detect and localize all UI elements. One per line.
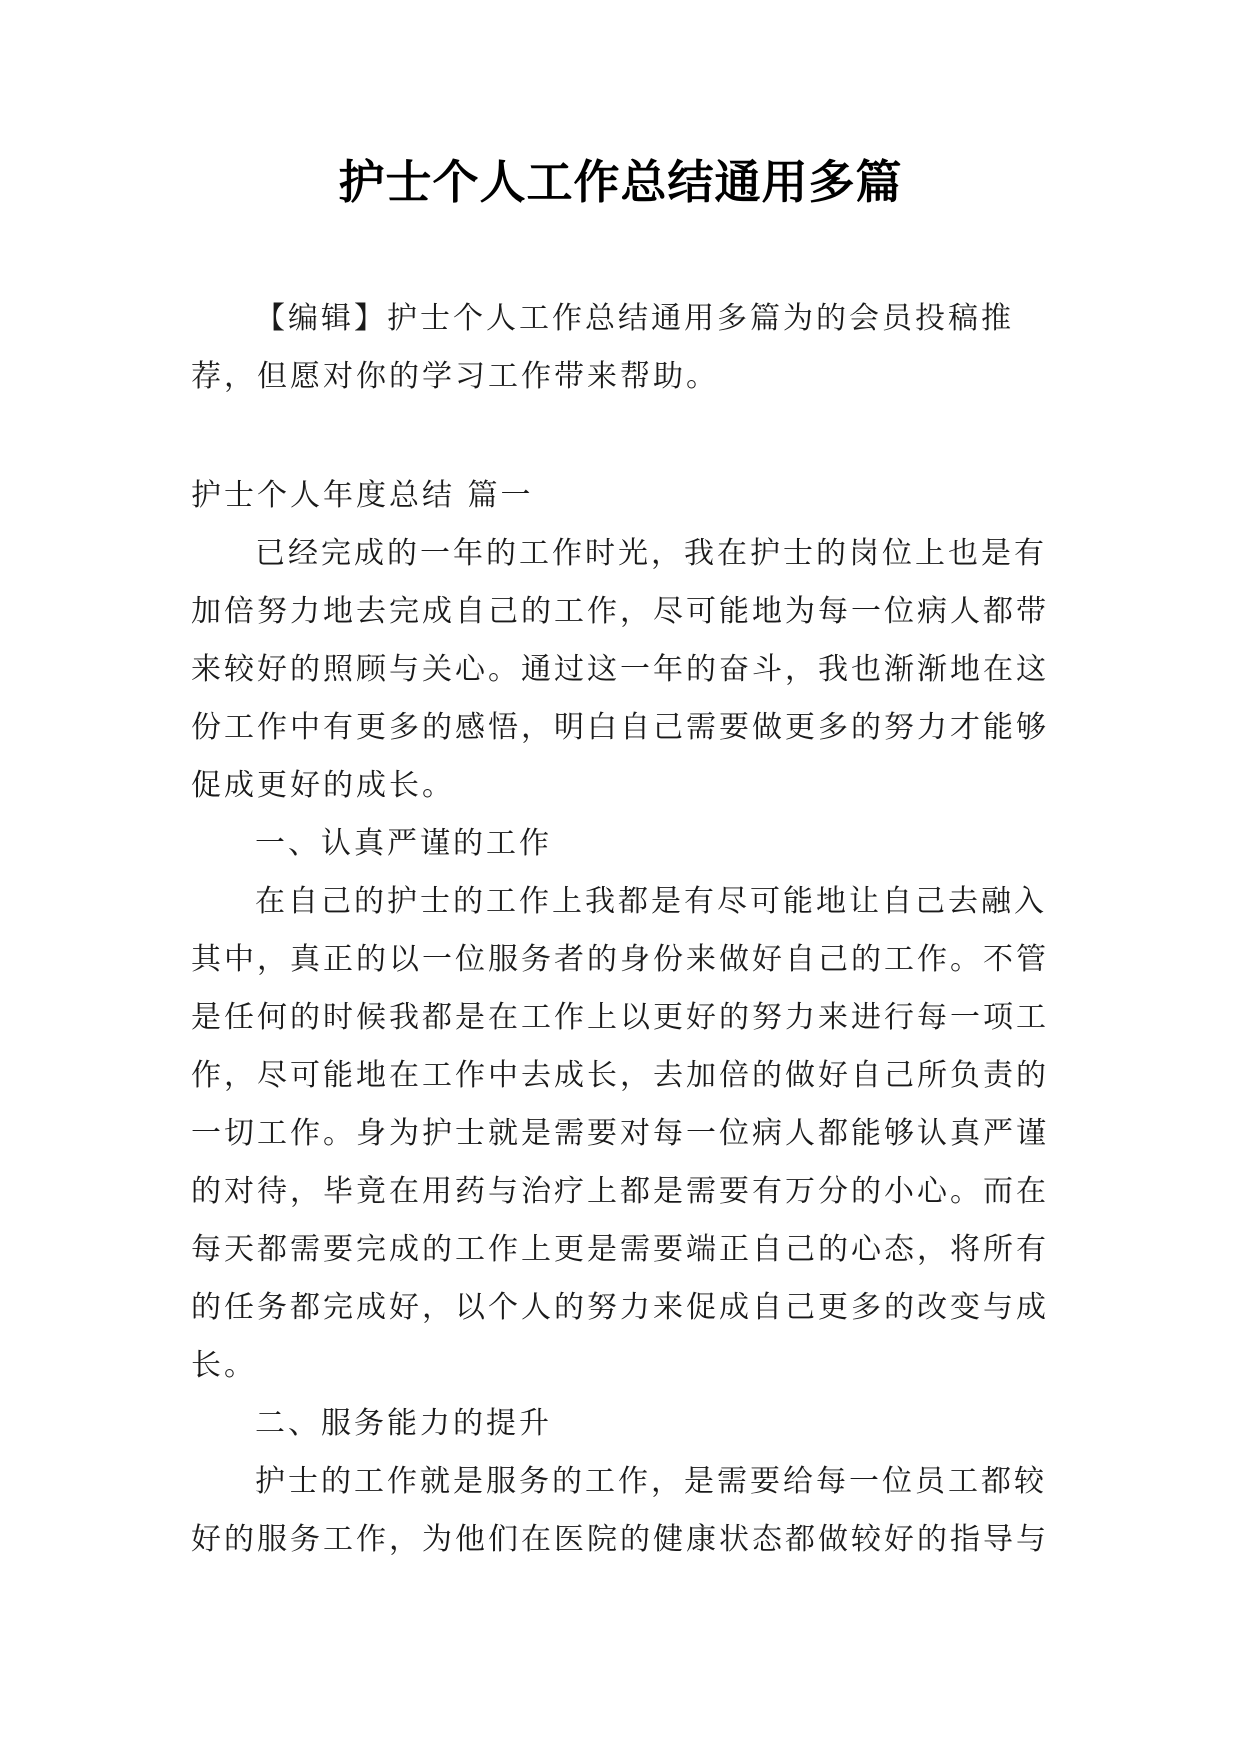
section-heading: 一、认真严谨的工作 <box>255 826 552 861</box>
body-paragraph: 已经完成的一年的工作时光，我在护士的岗位上也是有加倍努力地去完成自己的工作，尽可能地为每一位病人都带来较好的照顾与关心。通过这一年的奋斗，我也渐渐地在这份工作中有更多的感悟，明白自己需要做更多的努力才能够促成更好的成长。 <box>191 536 1049 803</box>
document-body <box>191 467 1061 1569</box>
body-paragraph: 在自己的护士的工作上我都是有尽可能地让自己去融入其中，真正的以一位服务者的身份来做好自己的工作。不管是任何的时候我都是在工作上以更好的努力来进行每一项工作，尽可能地在工作中去成长，去加倍的做好自己所负责的一切工作。身为护士就是需要对每一位病人都能够认真严谨的对待，毕竟在用药与治疗上都是需要有万分的小心。而在每天都需要完成的工作上更是需要端正自己的心态，将所有的任务都完成好，以个人的努力来促成自己更多的改变与成长。 <box>191 884 1049 1383</box>
document-title: 护士个人工作总结通用多篇 <box>338 155 903 209</box>
section-label: 护士个人年度总结 篇一 <box>191 478 534 513</box>
body-paragraph: 护士的工作就是服务的工作，是需要给每一位员工都较好的服务工作，为他们在医院的健康状态都做较好的指导与 <box>191 1464 1049 1557</box>
intro-paragraph: 【编辑】护士个人工作总结通用多篇为的会员投稿推荐，但愿对你的学习工作带来帮助。 <box>191 301 1014 394</box>
section-heading: 二、服务能力的提升 <box>255 1406 552 1441</box>
